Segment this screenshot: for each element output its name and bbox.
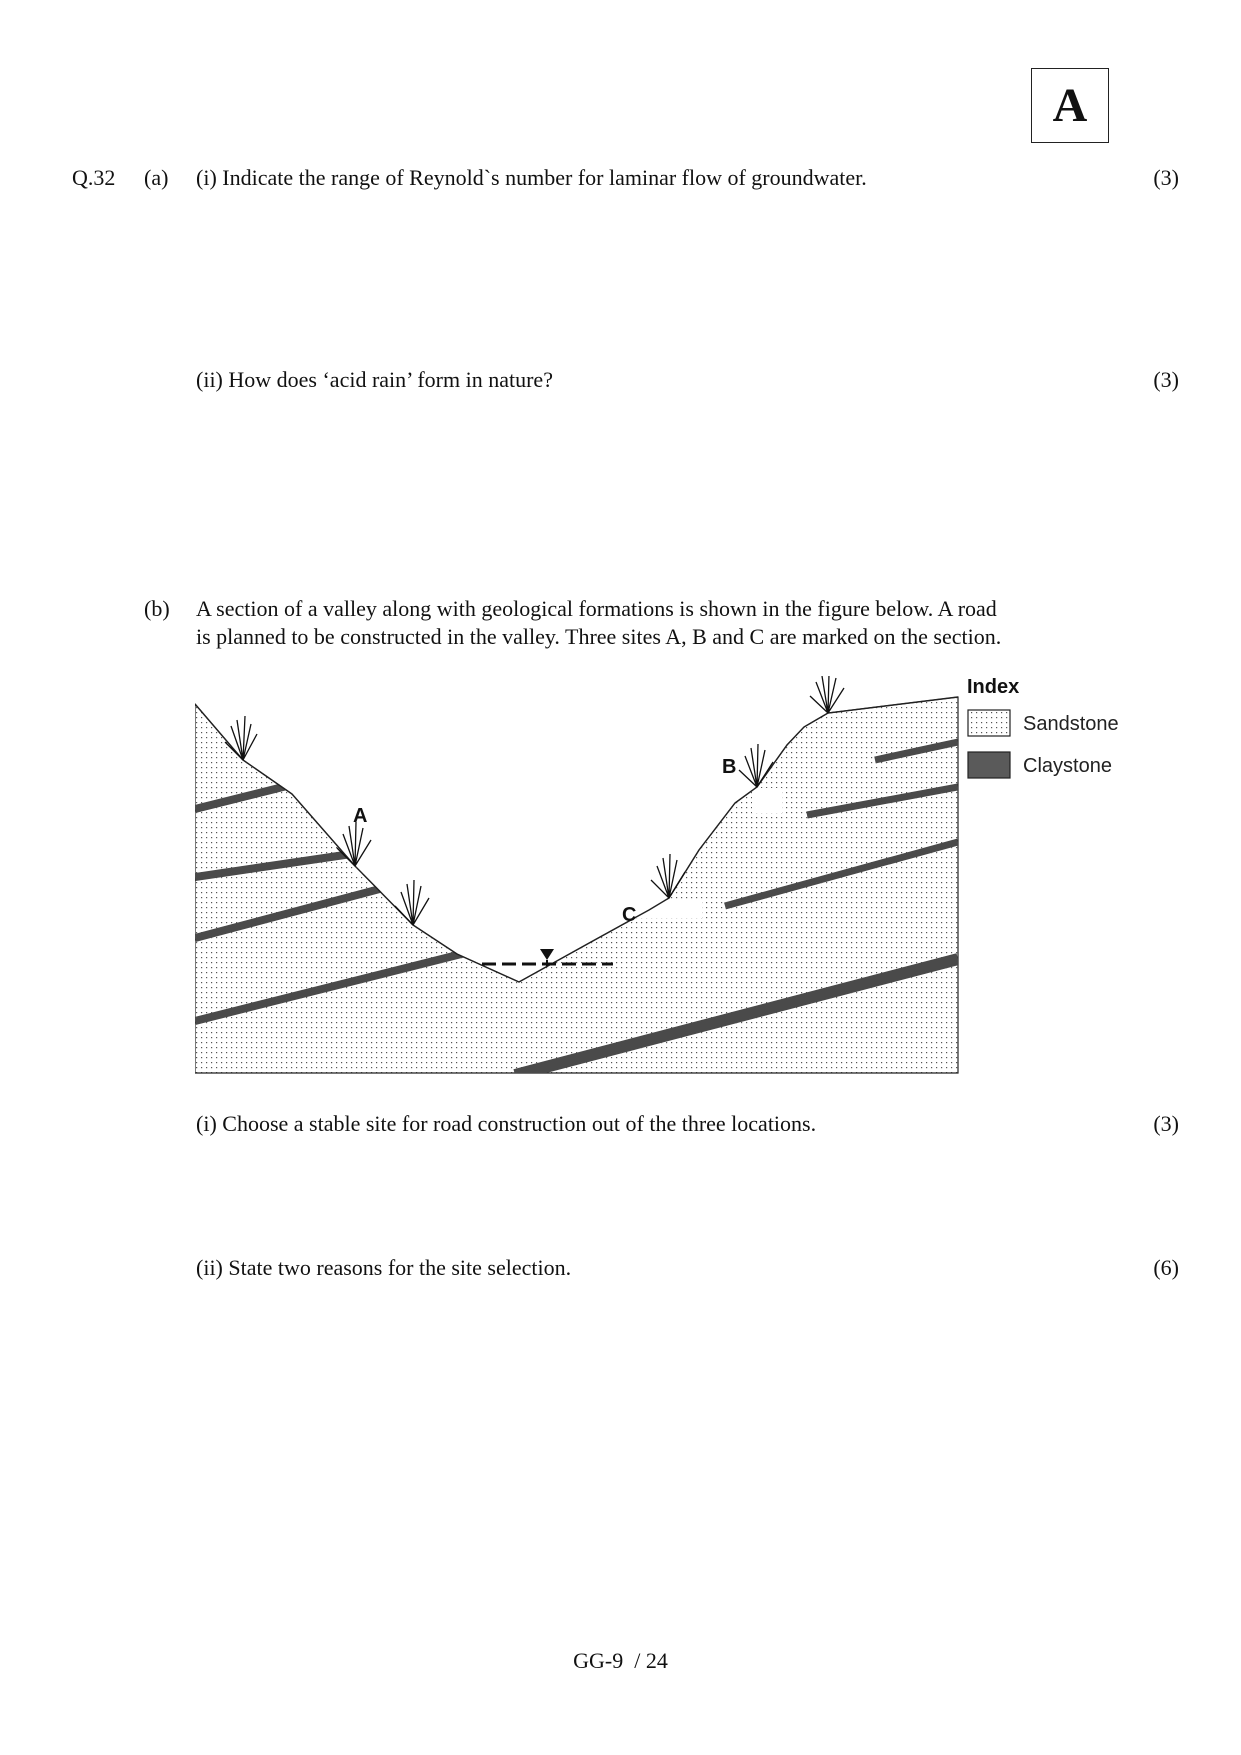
- part-b-q1-text: (i) Choose a stable site for road construction out of the three locations.: [196, 1111, 817, 1136]
- legend-sandstone-swatch: [968, 710, 1010, 736]
- question-number: Q.32: [72, 165, 116, 190]
- legend-sandstone-label: Sandstone: [1023, 713, 1119, 735]
- part-b-q2-marks: (6): [1153, 1255, 1179, 1280]
- set-code: A: [1052, 79, 1088, 132]
- legend: [967, 676, 1119, 778]
- legend-title: Index: [967, 676, 1020, 698]
- site-label-a: A: [353, 805, 368, 827]
- part-b-label: (b): [144, 596, 170, 621]
- part-b-q1-marks: (3): [1153, 1111, 1179, 1136]
- part-a-q2-marks: (3): [1153, 367, 1179, 392]
- site-label-b: B: [722, 756, 737, 778]
- legend-claystone-label: Claystone: [1023, 755, 1112, 777]
- valley-section-figure: [195, 676, 1155, 1086]
- site-label-c: C: [622, 904, 637, 926]
- part-a-q1-marks: (3): [1153, 165, 1179, 190]
- part-b-q2-text: (ii) State two reasons for the site selection.: [196, 1255, 572, 1280]
- set-code-box: [1031, 68, 1109, 143]
- legend-claystone-swatch: [968, 752, 1010, 778]
- part-b-intro-line1: A section of a valley along with geological formations is shown in the figure below. A road: [196, 596, 997, 621]
- page-footer: GG-9 / 24: [573, 1648, 668, 1673]
- part-b-intro-line2: is planned to be constructed in the valley. Three sites A, B and C are marked on the section.: [196, 624, 1002, 649]
- rock-section: [195, 697, 958, 1075]
- part-a-label: (a): [144, 165, 169, 190]
- part-a-q1-text: (i) Indicate the range of Reynold`s number for laminar flow of groundwater.: [196, 165, 867, 190]
- part-a-q2-text: (ii) How does ‘acid rain’ form in nature?: [196, 367, 553, 392]
